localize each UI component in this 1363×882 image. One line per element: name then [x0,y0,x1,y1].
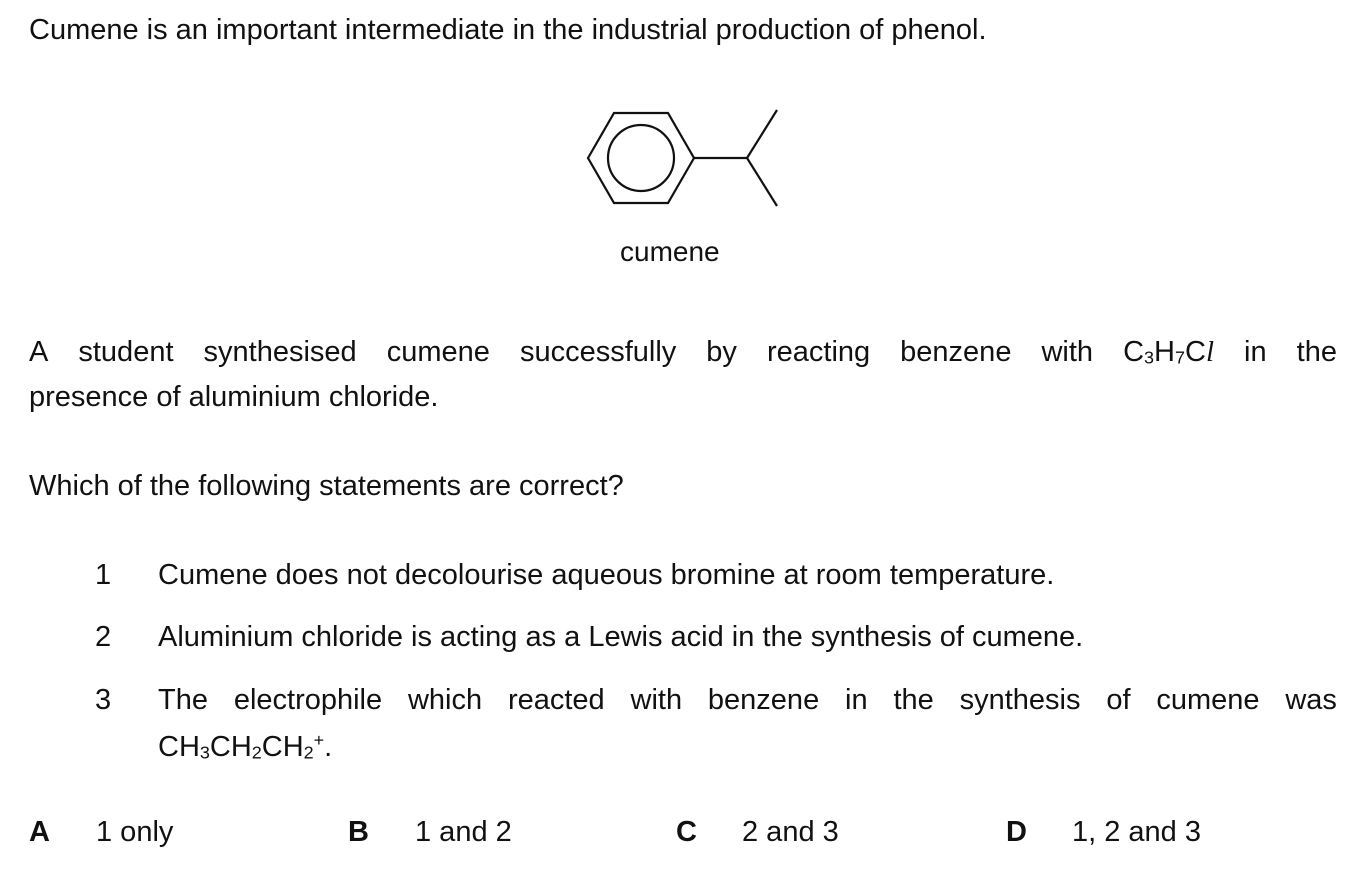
statement-3-formula: $CH_3CH_2CH_2^+$. [158,730,333,763]
option-a-text[interactable]: 1 only [96,816,174,848]
paragraph-line-1 [29,338,1337,367]
question-text: Which of the following statements are correct? [29,470,624,502]
word: cumene [386,336,490,368]
intro-text: Cumene is an important intermediate in the industrial production of phenol. [29,14,987,46]
word: by [706,336,737,368]
word: student [78,336,174,368]
option-d-text[interactable]: 1, 2 and 3 [1072,816,1201,848]
statement-text: Aluminium chloride is acting as a Lewis acid in the synthesis of cumene. [158,621,1084,653]
statement-number: 1 [95,559,112,591]
chemical-formula: $C_3H_7Cl$ [1123,336,1215,368]
statement-number: 2 [95,621,112,653]
word: was [1285,684,1337,716]
structure-label: cumene [620,236,720,267]
word: successfully [519,336,677,368]
word: benzene [900,336,1012,368]
word: the [893,684,934,716]
option-c-text[interactable]: 2 and 3 [742,816,839,848]
paragraph-line-2: presence of aluminium chloride. [29,381,439,413]
word: synthesis [959,684,1081,716]
word: synthesised [203,336,357,368]
statement-number: 3 [95,684,112,716]
option-d-letter[interactable]: D [1006,816,1027,848]
cumene-structure-icon [585,105,785,211]
word: reacting [766,336,871,368]
option-a-letter[interactable]: A [29,816,50,848]
option-b-letter[interactable]: B [348,816,369,848]
word: in [1244,336,1267,368]
option-b-text[interactable]: 1 and 2 [415,816,512,848]
statement-3-line-1 [158,686,1337,715]
statement-text: Cumene does not decolourise aqueous bromine at room temperature. [158,559,1055,591]
word: reacted [507,684,605,716]
word: which [407,684,483,716]
word: benzene [707,684,820,716]
word: the [1296,336,1337,368]
word: cumene [1156,684,1260,716]
word: electrophile [233,684,383,716]
word: of [1106,684,1131,716]
word: with [630,684,683,716]
word: in [845,684,868,716]
word: The [158,684,208,716]
word: with [1041,336,1094,368]
word: A [29,336,49,368]
option-c-letter[interactable]: C [676,816,697,848]
